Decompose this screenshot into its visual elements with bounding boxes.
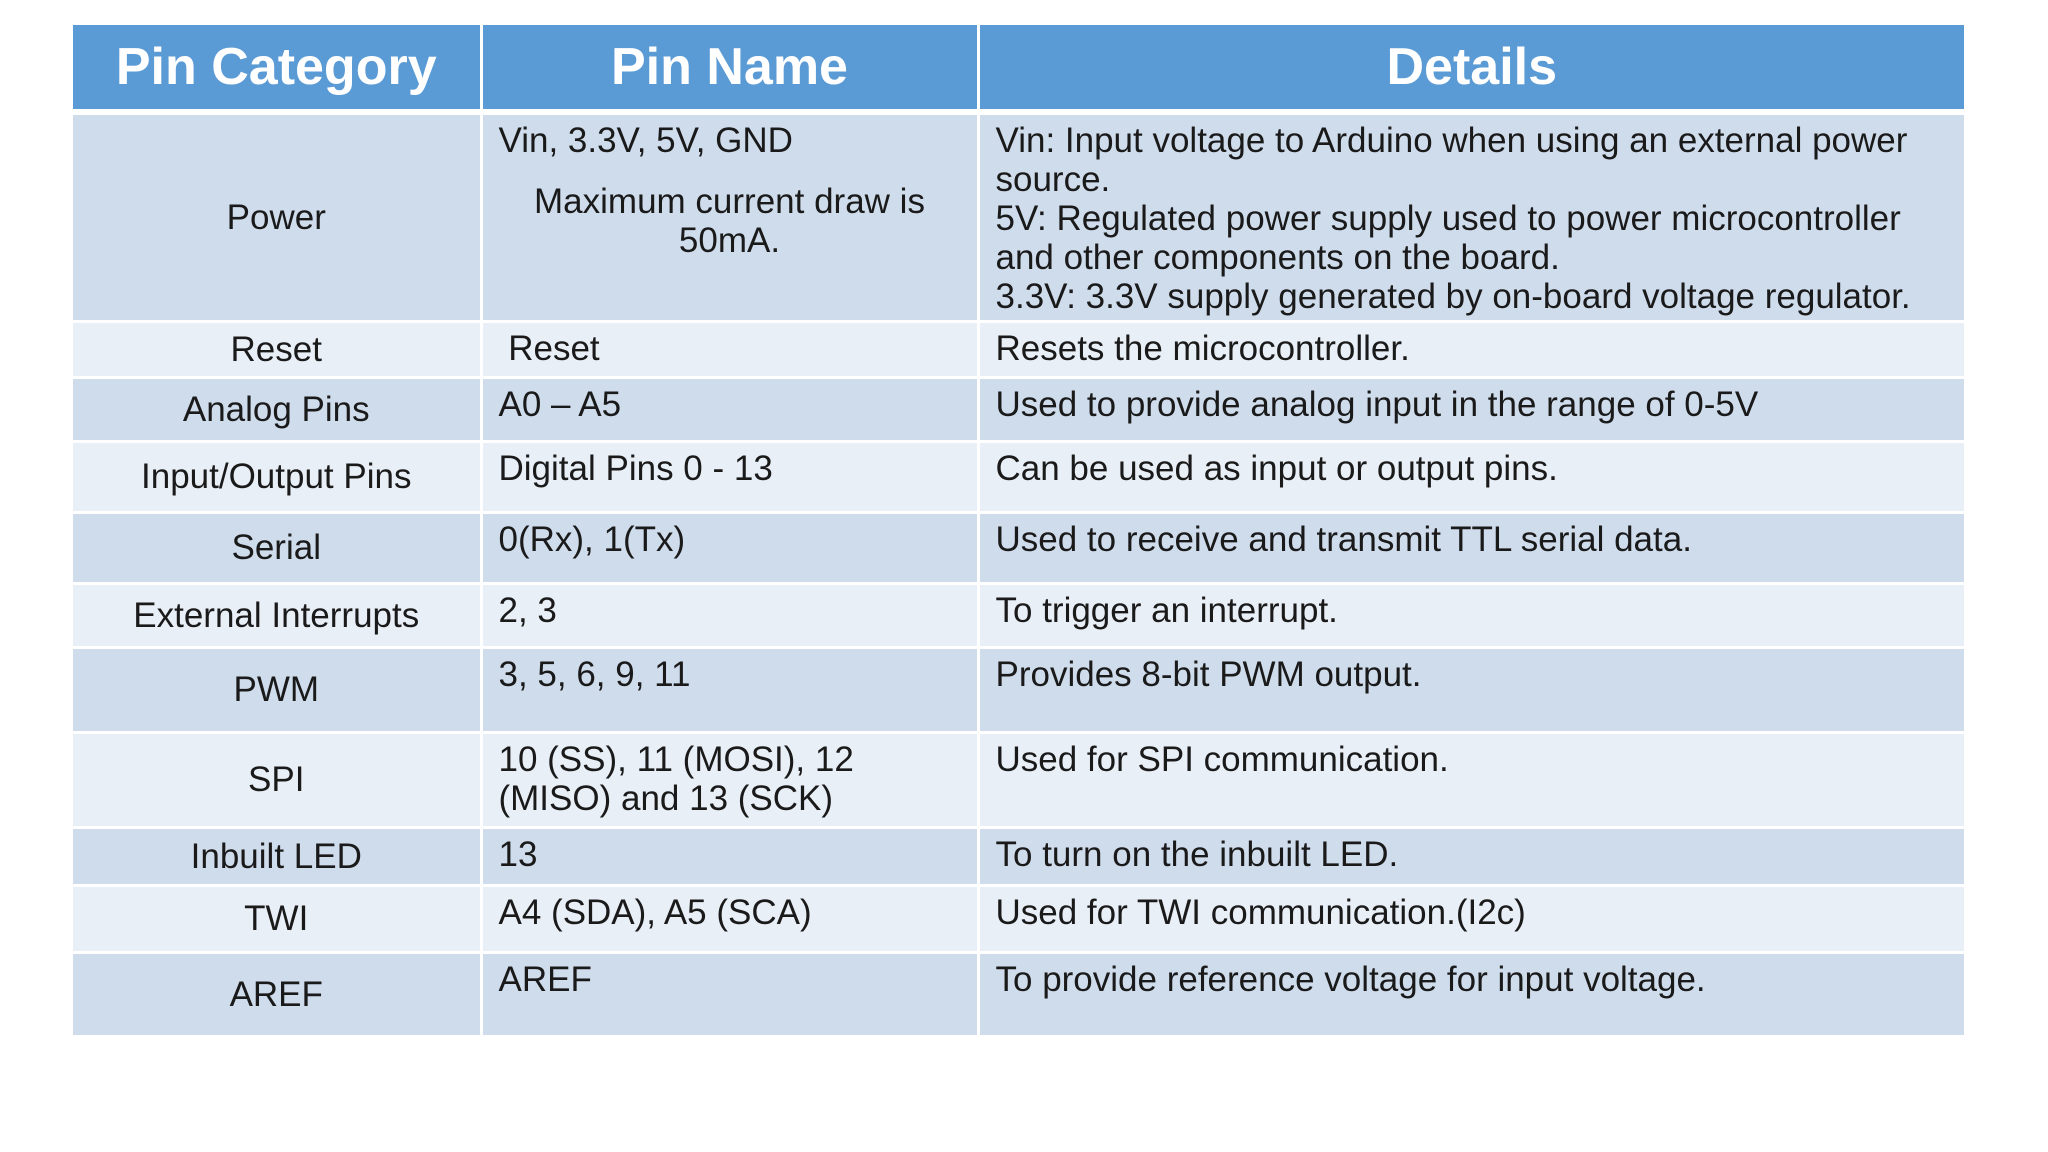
row-pin-name: Reset <box>481 321 978 377</box>
row-pin-note: Maximum current draw is 50mA. <box>534 182 925 260</box>
row-category: AREF <box>73 952 481 1036</box>
row-pin-name: 3, 5, 6, 9, 11 <box>481 647 978 732</box>
row-category: Inbuilt LED <box>73 827 481 885</box>
row-pin-name: AREF <box>481 952 978 1036</box>
row-pin-cell <box>481 112 978 321</box>
row-detail-line: 3.3V: 3.3V supply generated by on-board voltage regulator. <box>995 277 1911 316</box>
row-category: Input/Output Pins <box>73 441 481 512</box>
row-pin-name: A4 (SDA), A5 (SCA) <box>481 885 978 952</box>
row-details-cell <box>978 112 1964 321</box>
table-row <box>73 732 1964 827</box>
row-details: Used for TWI communication.(I2c) <box>978 885 1964 952</box>
row-pin-name: Vin, 3.3V, 5V, GND <box>498 121 793 160</box>
row-details: To trigger an interrupt. <box>978 583 1964 647</box>
table-row <box>73 321 1964 377</box>
row-category: Reset <box>73 321 481 377</box>
row-detail-line: 5V: Regulated power supply used to power microcontroller and other components on the board. <box>995 199 1901 277</box>
row-details: Resets the microcontroller. <box>978 321 1964 377</box>
row-category: Power <box>73 112 481 321</box>
table-row <box>73 952 1964 1036</box>
table-row <box>73 512 1964 583</box>
row-details: Used to receive and transmit TTL serial data. <box>978 512 1964 583</box>
row-pin-name: 13 <box>481 827 978 885</box>
table-header-row <box>73 25 1964 112</box>
row-details: To turn on the inbuilt LED. <box>978 827 1964 885</box>
table-row <box>73 112 1964 321</box>
row-details: Used to provide analog input in the range of 0-5V <box>978 377 1964 441</box>
arduino-pin-table <box>73 25 1964 1038</box>
row-category: External Interrupts <box>73 583 481 647</box>
header-details: Details <box>978 25 1964 112</box>
table-row <box>73 885 1964 952</box>
table-row <box>73 583 1964 647</box>
row-pin-name: 2, 3 <box>481 583 978 647</box>
table-row <box>73 647 1964 732</box>
header-pin-category: Pin Category <box>73 25 481 112</box>
row-details: Used for SPI communication. <box>978 732 1964 827</box>
row-pin-name: A0 – A5 <box>481 377 978 441</box>
row-pin-name: 10 (SS), 11 (MOSI), 12 (MISO) and 13 (SCK) <box>481 732 978 827</box>
header-pin-name: Pin Name <box>481 25 978 112</box>
row-details: Can be used as input or output pins. <box>978 441 1964 512</box>
row-category: TWI <box>73 885 481 952</box>
row-category: SPI <box>73 732 481 827</box>
row-detail-line: Vin: Input voltage to Arduino when using an external power source. <box>995 121 1908 199</box>
pin-table-container <box>73 25 1964 1038</box>
table-row <box>73 441 1964 512</box>
row-category: PWM <box>73 647 481 732</box>
row-pin-name: 0(Rx), 1(Tx) <box>481 512 978 583</box>
table-row <box>73 377 1964 441</box>
row-pin-name: Digital Pins 0 - 13 <box>481 441 978 512</box>
row-category: Serial <box>73 512 481 583</box>
row-details: Provides 8-bit PWM output. <box>978 647 1964 732</box>
table-row <box>73 827 1964 885</box>
row-details: To provide reference voltage for input voltage. <box>978 952 1964 1036</box>
row-category: Analog Pins <box>73 377 481 441</box>
